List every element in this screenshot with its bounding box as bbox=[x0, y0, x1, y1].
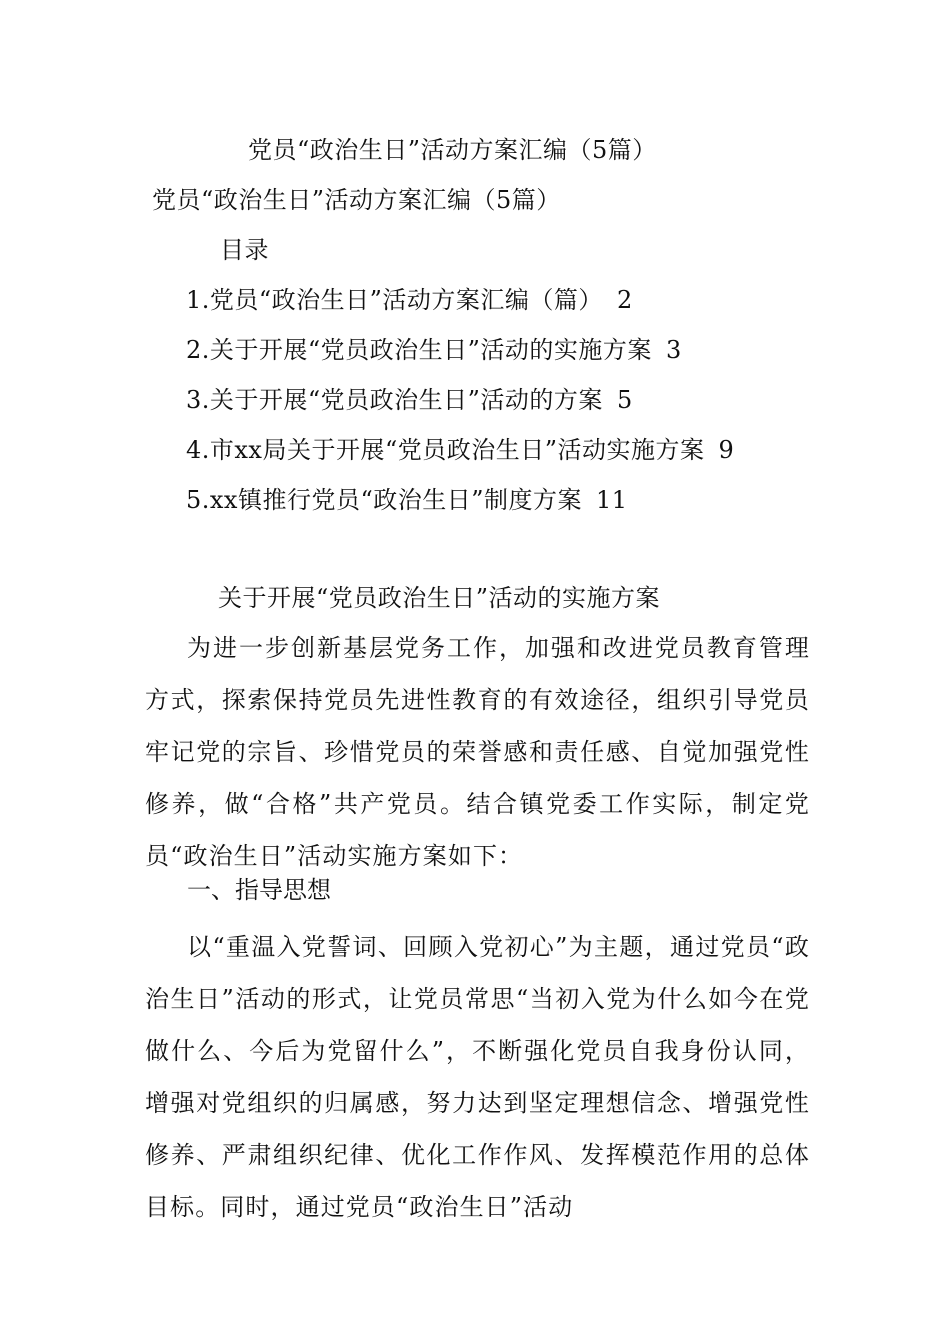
toc-item-text: 1.党员“政治生日”活动方案汇编（篇） bbox=[186, 286, 603, 314]
toc-item-page: 9 bbox=[718, 436, 735, 464]
toc-item-page: 2 bbox=[616, 286, 633, 314]
toc-item bbox=[186, 285, 633, 315]
document-title-repeat: 党员“政治生日”活动方案汇编（5篇） bbox=[152, 186, 561, 214]
toc-item bbox=[186, 435, 734, 465]
toc-item bbox=[186, 485, 628, 515]
toc-item-text: 2.关于开展“党员政治生日”活动的实施方案 bbox=[186, 336, 652, 364]
toc-item-text: 3.关于开展“党员政治生日”活动的方案 bbox=[186, 386, 603, 414]
toc-heading: 目录 bbox=[220, 236, 269, 264]
toc-item bbox=[186, 385, 633, 415]
section-heading: 一、指导思想 bbox=[187, 876, 331, 904]
body-paragraph: 以“重温入党誓词、回顾入党初心”为主题，通过党员“政治生日”活动的形式，让党员常思“当初入党为什么如今在党做什么、今后为党留什么”，不断强化党员自我身份认同，增强对党组织的归属感，努力达到坚定理想信念、增强党性修养、严肃组织纪律、优化工作作风、发挥模范作用的总体目标。同时，通过党员“政治生日”活动 bbox=[145, 933, 810, 1221]
toc-item-page: 3 bbox=[665, 336, 682, 364]
toc-item-text: 5.xx镇推行党员“政治生日”制度方案 bbox=[186, 486, 583, 514]
toc-item bbox=[186, 335, 682, 365]
body-paragraph: 为进一步创新基层党务工作，加强和改进党员教育管理方式，探索保持党员先进性教育的有效途径，组织引导党员牢记党的宗旨、珍惜党员的荣誉感和责任感、自觉加强党性修养，做“合格”共产党员。结合镇党委工作实际，制定党员“政治生日”活动实施方案如下： bbox=[145, 634, 810, 870]
document-title: 党员“政治生日”活动方案汇编（5篇） bbox=[248, 136, 657, 164]
section-title: 关于开展“党员政治生日”活动的实施方案 bbox=[218, 584, 661, 612]
toc-item-page: 5 bbox=[616, 386, 633, 414]
toc-item-text: 4.市xx局关于开展“党员政治生日”活动实施方案 bbox=[186, 436, 705, 464]
toc-item-page: 11 bbox=[596, 486, 628, 514]
